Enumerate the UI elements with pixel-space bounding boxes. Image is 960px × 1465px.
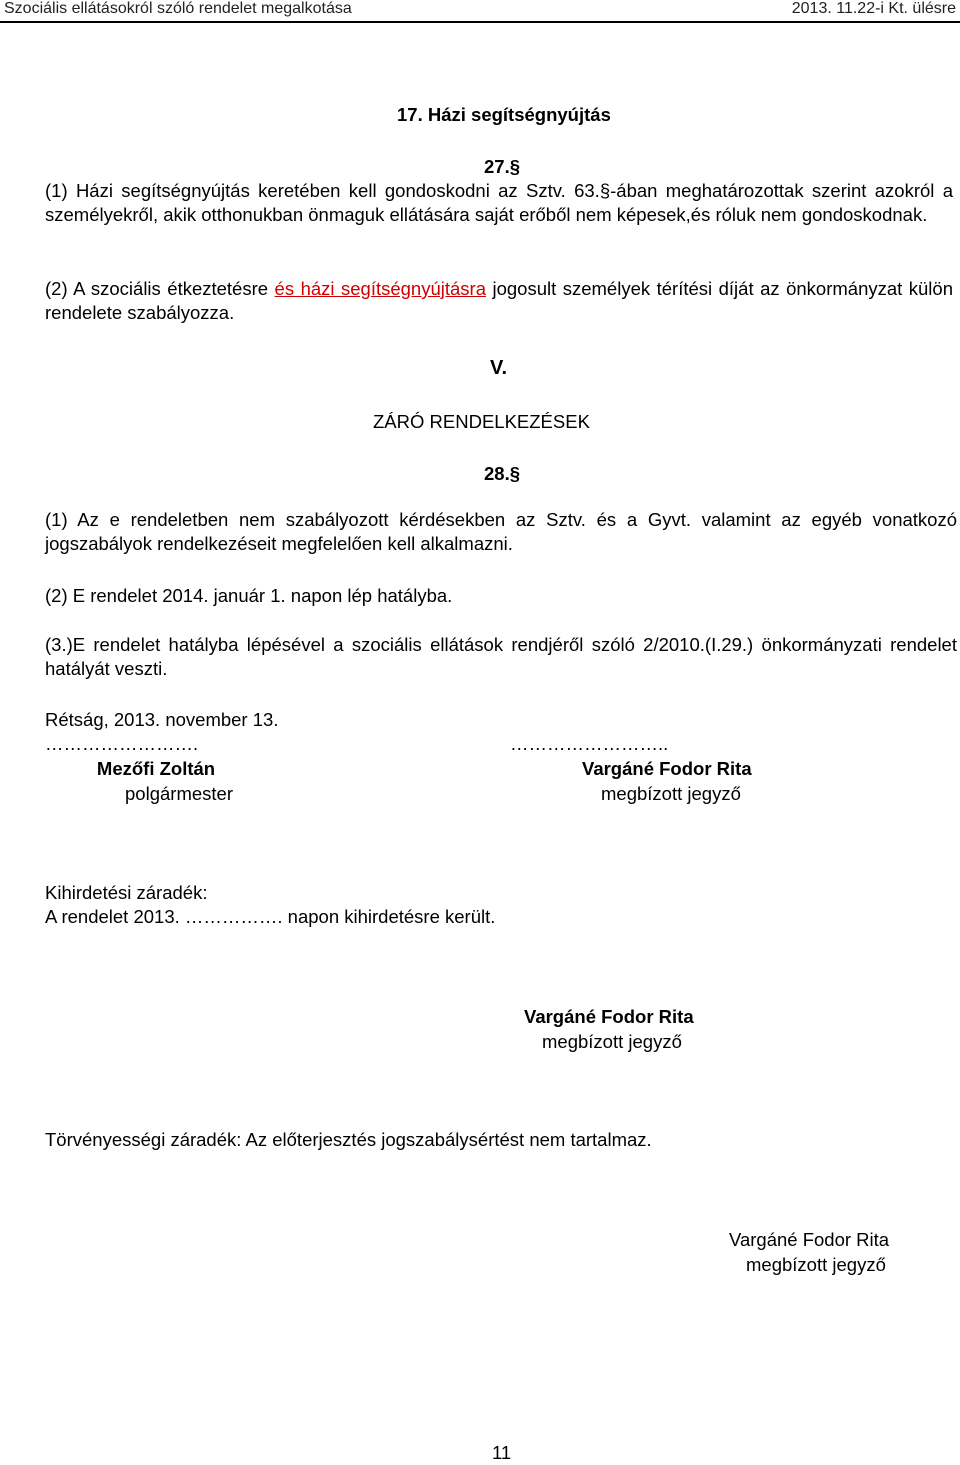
publication-label: Kihirdetési záradék: [45,882,208,903]
inserted-text: és házi segítségnyújtásra [274,278,486,299]
paragraph-28-1: (1) Az e rendeletben nem szabályozott kérdésekben az Sztv. és a Gyvt. valamint az egyéb vonatkozó jogszabályok rendelkezéseit megfelelően kell alkalmazni. [45,509,957,554]
publication-signer-title: megbízott jegyző [542,1031,682,1052]
page-number: 11 [492,1442,512,1463]
left-signer-name: Mezőfi Zoltán [96,758,216,779]
left-signature-line: ……………………. [45,733,199,754]
legality-text: Törvényességi záradék: Az előterjesztés jogszabálysértést nem tartalmaz. [45,1129,652,1150]
right-signer-name: Vargáné Fodor Rita [582,758,752,779]
paragraph-28-3: (3.)E rendelet hatályba lépésével a szociális ellátások rendjéről szóló 2/2010.(I.29.) önkormányzati rendelet hatályát veszti. [45,634,957,679]
header-rule [0,21,960,23]
legality-signer-name: Vargáné Fodor Rita [729,1229,890,1250]
paragraph-28-heading: 28.§ [484,463,521,484]
left-signer-title: polgármester [125,783,233,804]
right-signer-title: megbízott jegyző [601,783,741,804]
place-date: Rétság, 2013. november 13. [45,709,279,730]
publication-text: A rendelet 2013. ……………. napon kihirdetésre került. [45,906,496,927]
right-signature-line: …………………….. [510,733,669,754]
legality-signer-title: megbízott jegyző [746,1254,886,1275]
section-symbol: § [509,156,521,177]
section-title: 17. Házi segítségnyújtás [397,104,611,125]
paragraph-27-2: (2) A szociális étkeztetésre és házi segítségnyújtásra jogosult személyek térítési díját az önkormányzat külön rendelete szabályozza. [45,278,954,323]
paragraph-27-heading: 27.§ [484,156,521,177]
paragraph-27-1: (1) Házi segítségnyújtás keretében kell gondoskodni az Sztv. 63.§-ában meghatározottak szerint azokról a személyekről, akik otthonukban önmaguk ellátására saját erőből nem képesek,és róluk nem gondoskodnak. [45,180,953,225]
paragraph-28-2: (2) E rendelet 2014. január 1. napon lép hatályba. [45,585,453,606]
header-left: Szociális ellátásokról szóló rendelet megalkotása [4,0,352,17]
chapter-number: V. [490,357,508,379]
header-right: 2013. 11.22-i Kt. ülésre [791,0,956,17]
publication-signer-name: Vargáné Fodor Rita [524,1006,694,1027]
chapter-title: ZÁRÓ RENDELKEZÉSEK [373,411,590,432]
